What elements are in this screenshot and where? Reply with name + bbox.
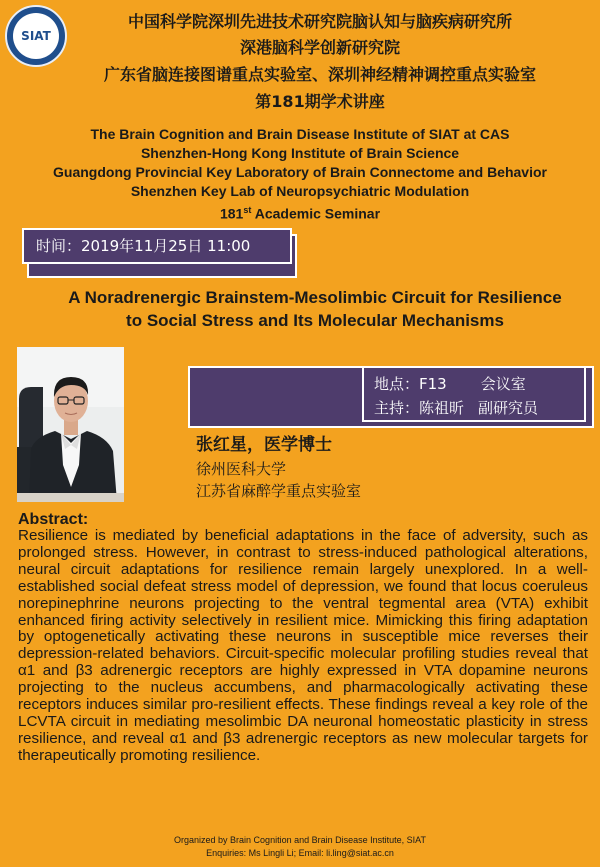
abstract-body: Resilience is mediated by beneficial adaptations in the face of adversity, such as prolonged stress. However, in contrast to stress-induced pathological alterations, neural circuit adaptations for resilience remain largely unexplored. In a well-established social defeat stress model of depression, we found that locus coeruleus norepinephrine neurons projecting to the ventral tegmental area (VTA) exhibit enhanced firing activity selectively in resilient mice. Mimicking this firing adaptation by optogenetically activating these neurons in susceptible mice reverses their depression-related behaviors. Circuit-specific molecular profiling studies reveal that α1 and β3 adrenergic receptors are highly expressed in VTA dopamine neurons projecting to the nucleus accumbens, and pharmacologically activating these receptors induces similar pro-resilient effects. These findings reveal a key role of the LCVTA circuit in mediating mesolimbic DA neuronal homeostatic plasticity in stress resilience, and reveal α1 and β3 adrenergic receptors as new molecular targets for therapeutically promoting resilience.: [18, 527, 588, 764]
time-banner: [22, 228, 292, 264]
siat-logo: [5, 5, 67, 67]
venue-place: 地点：F13: [374, 375, 447, 393]
header-cn-innovation: 深港脑科学创新研究院: [239, 38, 400, 57]
speaker-affiliation-lab: 江苏省麻醉学重点实验室: [196, 482, 362, 500]
venue-place-line: [374, 372, 584, 396]
logo-inner-ring: [13, 13, 59, 59]
header-cn-labs: 广东省脑连接图谱重点实验室、深圳神经精神调控重点实验室: [103, 65, 536, 84]
venue-host-line: [374, 396, 584, 420]
venue-host-title: 副研究员: [478, 399, 539, 417]
time-text: 时间：2019年11月25日 11:00: [36, 237, 251, 255]
venue-room: 会议室: [480, 375, 526, 393]
venue-banner: [362, 366, 586, 422]
footer-organizer: Organized by Brain Cognition and Brain Disease Institute, SIAT: [174, 835, 426, 845]
speaker-affiliation-university: 徐州医科大学: [196, 460, 287, 478]
speaker-name: 张红星，医学博士: [196, 435, 332, 455]
header-en-line3: Guangdong Provincial Key Laboratory of Brain Connectome and Behavior: [53, 164, 547, 180]
footer-enquiries: Enquiries: Ms Lingli Li; Email: li.ling@siat.ac.cn: [206, 848, 394, 858]
header-cn-seminar: 第181期学术讲座: [255, 92, 385, 111]
header-en-line1: The Brain Cognition and Brain Disease Institute of SIAT at CAS: [90, 126, 510, 142]
header-cn-institute: 中国科学院深圳先进技术研究院脑认知与脑疾病研究所: [127, 12, 512, 31]
seminar-number: 181: [219, 205, 244, 222]
logo-text: SIAT: [21, 29, 51, 43]
header-en-line2: Shenzhen-Hong Kong Institute of Brain Science: [140, 145, 460, 161]
header-en-line4: Shenzhen Key Lab of Neuropsychiatric Modulation: [130, 183, 470, 199]
speaker-photo: [17, 347, 124, 502]
talk-title: A Noradrenergic Brainstem-Mesolimbic Circuit for Resilience to Social Stress and Its Molecular Mechanisms: [68, 288, 562, 330]
venue-host: 主持：陈祖昕: [374, 399, 465, 417]
seminar-suffix: st: [243, 205, 252, 215]
header-en-seminar: [0, 201, 600, 224]
abstract-label: Abstract:: [18, 511, 89, 528]
seminar-label: Academic Seminar: [251, 205, 381, 222]
